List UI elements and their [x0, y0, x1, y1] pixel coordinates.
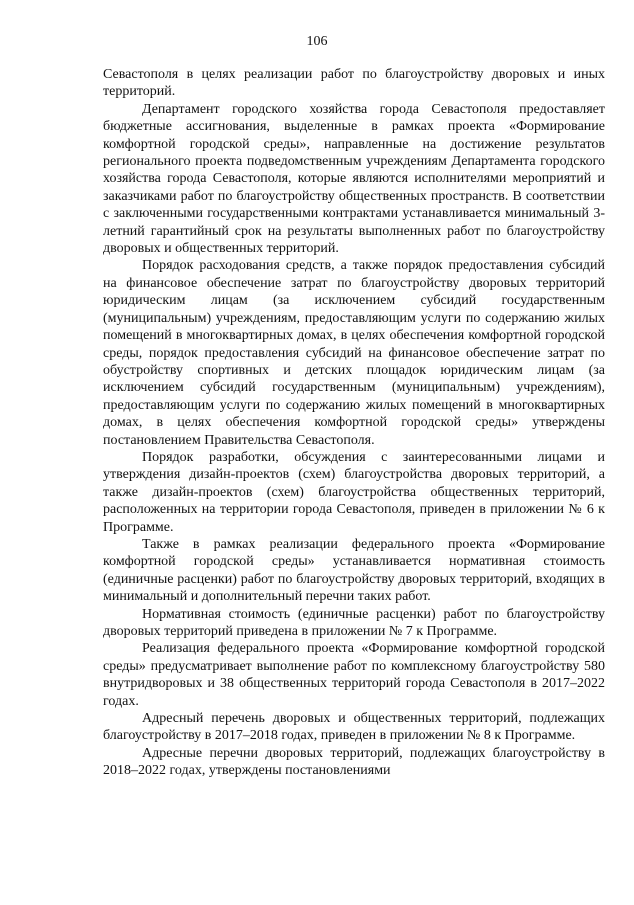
paragraph-project-scope: Реализация федерального проекта «Формирование комфортной городской среды» предусматривает выполнение работ по комплексному благоустройству 580 внутридворовых и 38 общественных территорий города Севастополя в 2017–2022 годах. — [103, 641, 605, 709]
paragraph-department-funding: Департамент городского хозяйства города Севастополя предоставляет бюджетные ассигнования, выделенные в рамках проекта «Формирование комфортной городской среды», направленные на достижение результатов регионального проекта подведомственным учреждениям Департамента городского хозяйства города Севастополя, которые являются исполнителями мероприятий и заказчиками работ по благоустройству общественных пространств. В соответствии с заключенными государственными контрактами устанавливается минимальный 3-летний гарантийный срок на результаты выполненных работ по благоустройству дворовых и общественных территорий. — [103, 101, 605, 257]
paragraph-address-list-2018: Адресные перечни дворовых территорий, подлежащих благоустройству в 2018–2022 годах, утверждены постановлениями — [103, 745, 605, 779]
paragraph-address-list-2017: Адресный перечень дворовых и общественных территорий, подлежащих благоустройству в 2017–2018 годах, приведен в приложении № 8 к Программе. — [103, 711, 605, 744]
paragraph-cost-appendix: Нормативная стоимость (единичные расценки) работ по благоустройству дворовых территорий приведена в приложении № 7 к Программе. — [103, 606, 605, 639]
paragraph-normative-cost: Также в рамках реализации федерального проекта «Формирование комфортной городской среды» устанавливается нормативная стоимость (единичные расценки) работ по благоустройству дворовых территорий, входящих в минимальный и дополнительный перечни таких работ. — [103, 536, 605, 605]
page-number: 106 — [306, 34, 328, 49]
paragraph-design-projects: Порядок разработки, обсуждения с заинтересованными лицами и утверждения дизайн-проектов (схем) благоустройства дворовых территорий, а также дизайн-проектов (схем) благоустройства общественных территорий, расположенных на территории города Севастополя, приведен в приложении № 6 к Программе. — [103, 449, 605, 535]
document-body — [103, 66, 605, 780]
paragraph-subsidy-procedure: Порядок расходования средств, а также порядок предоставления субсидий на финансовое обеспечение затрат по благоустройству дворовых территорий юридическим лицам (за исключением субсидий государственным (муниципальным) учреждениям, предоставляющим услуги по содержанию жилых помещений в многоквартирных домах, в целях обеспечения комфортной городской среды, порядок предоставления субсидий на финансовое обеспечение затрат по обустройству спортивных и детских площадок юридическим лицам (за исключением субсидий государственным (муниципальным) учреждениям), предоставляющим услуги по содержанию жилых помещений в многоквартирных домах, в целях обеспечения комфортной городской среды» утверждены постановлением Правительства Севастополя. — [103, 258, 605, 448]
paragraph-continuation: Севастополя в целях реализации работ по благоустройству дворовых и иных территорий. — [103, 67, 605, 100]
